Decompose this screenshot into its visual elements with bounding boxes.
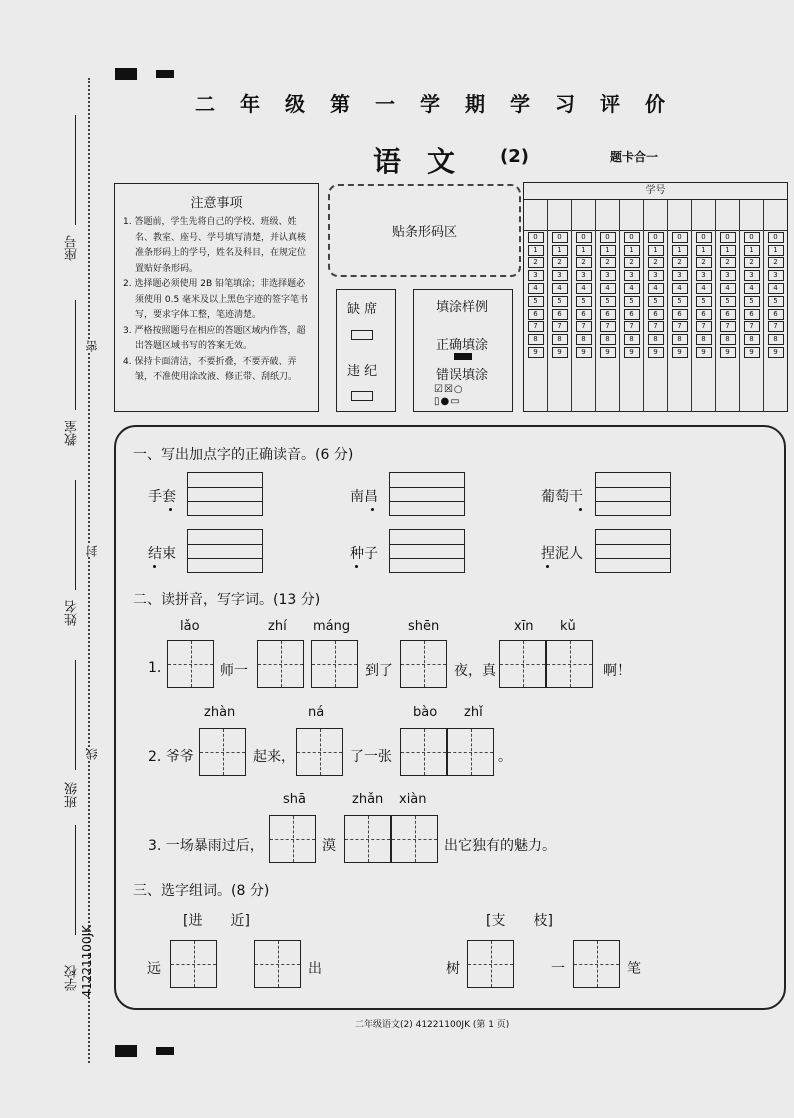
digit-bubble[interactable]: 5 xyxy=(672,296,688,307)
digit-bubble[interactable]: 6 xyxy=(672,309,688,320)
digit-bubble[interactable]: 0 xyxy=(672,232,688,243)
q1-word: 结束 xyxy=(148,543,176,563)
pinyin: zhǎn xyxy=(352,792,384,807)
binding-line xyxy=(88,78,90,1063)
class-line xyxy=(75,660,76,770)
digit-bubble[interactable]: 2 xyxy=(768,257,784,268)
digit-bubble[interactable]: 7 xyxy=(744,321,760,332)
pinyin: xīn xyxy=(514,619,534,634)
student-id-column xyxy=(740,200,764,412)
sentence-text: 夜，真 xyxy=(454,663,496,679)
digit-bubble[interactable]: 3 xyxy=(624,270,640,281)
digit-bubble[interactable]: 3 xyxy=(672,270,688,281)
barcode-area xyxy=(328,184,521,277)
question-2-title: 二、读拼音，写字词。(13 分) xyxy=(133,592,321,608)
seal-char: 封 xyxy=(85,545,99,557)
digit-bubble[interactable]: 7 xyxy=(672,321,688,332)
student-id-write-cell[interactable] xyxy=(596,200,619,231)
sentence-text: 出它独有的魅力。 xyxy=(444,838,556,854)
notice-item: 1. 答题前，学生先将自己的学校、班级、姓名、教室、座号、学号填写清楚，并认真核准条形码上的学号，姓名及科目，在规定位置贴好条形码。 xyxy=(123,217,307,274)
pinyin-writing-lines[interactable] xyxy=(187,472,263,516)
digit-bubble[interactable]: 2 xyxy=(648,257,664,268)
digit-bubble[interactable]: 7 xyxy=(648,321,664,332)
fill-example-box xyxy=(413,289,513,412)
sentence-number: 1. xyxy=(148,660,162,676)
writing-grid[interactable] xyxy=(296,728,343,776)
digit-bubble[interactable]: 3 xyxy=(552,270,568,281)
q1-word: 葡萄干 xyxy=(541,486,583,506)
exam-code: 41221100JK xyxy=(80,925,94,998)
digit-bubble[interactable]: 3 xyxy=(576,270,592,281)
digit-bubble[interactable]: 9 xyxy=(552,347,568,358)
digit-bubble[interactable]: 6 xyxy=(744,309,760,320)
digit-bubble[interactable]: 8 xyxy=(624,334,640,345)
digit-bubble[interactable]: 8 xyxy=(696,334,712,345)
pinyin-writing-lines[interactable] xyxy=(595,472,671,516)
digit-bubble[interactable]: 8 xyxy=(768,334,784,345)
fill-example-title: 填涂样例 xyxy=(436,300,489,315)
digit-bubble[interactable]: 2 xyxy=(624,257,640,268)
wrong-fill-samples: ▯●▭ xyxy=(434,396,461,407)
digit-bubble[interactable]: 1 xyxy=(720,245,736,256)
digit-bubble[interactable]: 0 xyxy=(720,232,736,243)
digit-bubble[interactable]: 5 xyxy=(600,296,616,307)
digit-bubble[interactable]: 2 xyxy=(696,257,712,268)
digit-bubble[interactable]: 9 xyxy=(576,347,592,358)
student-id-column xyxy=(524,200,548,412)
digit-bubble[interactable]: 9 xyxy=(624,347,640,358)
digit-bubble[interactable]: 8 xyxy=(672,334,688,345)
alignment-mark xyxy=(156,1047,174,1055)
q1-word: 捏泥人 xyxy=(541,543,583,563)
pinyin: shā xyxy=(283,792,306,807)
digit-bubble[interactable]: 2 xyxy=(720,257,736,268)
edition-number: (2) xyxy=(500,146,529,167)
digit-bubble[interactable]: 5 xyxy=(648,296,664,307)
digit-bubble[interactable]: 6 xyxy=(720,309,736,320)
digit-bubble[interactable]: 5 xyxy=(624,296,640,307)
notice-item: 2. 选择题必须使用 2B 铅笔填涂；非选择题必须使用 0.5 毫米及以上黑色字迹的签字笔书写，要求字体工整，笔迹清楚。 xyxy=(123,279,309,320)
student-id-write-cell[interactable] xyxy=(692,200,715,231)
digit-bubble[interactable]: 6 xyxy=(624,309,640,320)
sentence-text: 2. 爷爷 xyxy=(148,749,194,765)
wrong-fill-label: 错误填涂 xyxy=(436,368,489,383)
digit-bubble[interactable]: 1 xyxy=(696,245,712,256)
digit-bubble[interactable]: 6 xyxy=(600,309,616,320)
pinyin: zhí xyxy=(268,619,287,634)
writing-grid[interactable] xyxy=(254,940,301,988)
seal-char: 线 xyxy=(85,748,99,760)
sentence-text: 啊！ xyxy=(603,663,631,679)
notice-title: 注意事项 xyxy=(190,196,243,211)
seat-label: 座号 xyxy=(65,235,80,261)
pinyin: máng xyxy=(313,619,351,634)
digit-bubble[interactable]: 3 xyxy=(600,270,616,281)
digit-bubble[interactable]: 4 xyxy=(624,283,640,294)
seal-char: 密 xyxy=(85,340,99,352)
digit-bubble[interactable]: 4 xyxy=(744,283,760,294)
sentence-text: 漠 xyxy=(322,838,336,854)
digit-bubble[interactable]: 9 xyxy=(600,347,616,358)
writing-grid[interactable] xyxy=(467,940,514,988)
alignment-mark xyxy=(156,70,174,78)
pinyin-writing-lines[interactable] xyxy=(389,472,465,516)
pinyin: shēn xyxy=(408,619,440,634)
digit-bubble[interactable]: 8 xyxy=(720,334,736,345)
digit-bubble[interactable]: 7 xyxy=(768,321,784,332)
digit-bubble[interactable]: 8 xyxy=(648,334,664,345)
digit-bubble[interactable]: 0 xyxy=(768,232,784,243)
digit-bubble[interactable]: 1 xyxy=(744,245,760,256)
notice-item: 3. 严格按照题号在相应的答题区域内作答，超出答题区域书写的答案无效。 xyxy=(123,325,306,351)
pinyin: zhàn xyxy=(204,705,236,720)
student-id-column xyxy=(716,200,740,412)
digit-bubble[interactable]: 8 xyxy=(552,334,568,345)
pinyin-writing-lines[interactable] xyxy=(595,529,671,573)
digit-bubble[interactable]: 7 xyxy=(696,321,712,332)
notice-item: 4. 保持卡面清洁，不要折叠，不要弄破、弄皱，不准使用涂改液、修正带、刮纸刀。 xyxy=(123,356,298,382)
name-line xyxy=(75,480,76,590)
writing-grid[interactable] xyxy=(257,640,304,688)
digit-bubble[interactable]: 0 xyxy=(552,232,568,243)
digit-bubble[interactable]: 3 xyxy=(720,270,736,281)
digit-bubble[interactable]: 1 xyxy=(552,245,568,256)
digit-bubble[interactable]: 4 xyxy=(720,283,736,294)
writing-grid[interactable] xyxy=(344,815,391,863)
student-id-write-cell[interactable] xyxy=(716,200,739,231)
pinyin: zhǐ xyxy=(464,705,483,720)
student-id-write-cell[interactable] xyxy=(668,200,691,231)
word-text: 远 xyxy=(147,961,161,977)
digit-bubble[interactable]: 0 xyxy=(696,232,712,243)
digit-bubble[interactable]: 7 xyxy=(624,321,640,332)
writing-grid[interactable] xyxy=(499,640,546,688)
digit-bubble[interactable]: 5 xyxy=(768,296,784,307)
digit-bubble[interactable]: 8 xyxy=(528,334,544,345)
sentence-text: 起来， xyxy=(253,749,295,765)
digit-bubble[interactable]: 1 xyxy=(624,245,640,256)
writing-grid[interactable] xyxy=(573,940,620,988)
q1-word: 种子 xyxy=(350,543,378,563)
digit-bubble[interactable]: 2 xyxy=(528,257,544,268)
name-label: 姓名 xyxy=(65,600,80,626)
wrong-fill-samples: ☑☒○ xyxy=(434,384,464,395)
digit-bubble[interactable]: 5 xyxy=(720,296,736,307)
digit-bubble[interactable]: 6 xyxy=(576,309,592,320)
digit-bubble[interactable]: 7 xyxy=(528,321,544,332)
digit-bubble[interactable]: 9 xyxy=(720,347,736,358)
student-id-write-cell[interactable] xyxy=(740,200,763,231)
digit-bubble[interactable]: 0 xyxy=(576,232,592,243)
digit-bubble[interactable]: 5 xyxy=(696,296,712,307)
pinyin: kǔ xyxy=(560,619,576,634)
digit-bubble[interactable]: 4 xyxy=(600,283,616,294)
digit-bubble[interactable]: 4 xyxy=(576,283,592,294)
sentence-text: 3. 一场暴雨过后， xyxy=(148,838,264,854)
digit-bubble[interactable]: 5 xyxy=(528,296,544,307)
digit-bubble[interactable]: 8 xyxy=(744,334,760,345)
digit-bubble[interactable]: 7 xyxy=(576,321,592,332)
school-line xyxy=(75,825,76,935)
student-id-column xyxy=(548,200,572,412)
digit-bubble[interactable]: 7 xyxy=(600,321,616,332)
writing-grid[interactable] xyxy=(400,728,447,776)
digit-bubble[interactable]: 4 xyxy=(648,283,664,294)
q1-word: 手套 xyxy=(148,486,176,506)
digit-bubble[interactable]: 2 xyxy=(552,257,568,268)
digit-bubble[interactable]: 6 xyxy=(528,309,544,320)
absent-bubble[interactable] xyxy=(351,330,373,340)
pinyin: bào xyxy=(413,705,438,720)
digit-bubble[interactable]: 2 xyxy=(576,257,592,268)
digit-bubble[interactable]: 6 xyxy=(648,309,664,320)
digit-bubble[interactable]: 6 xyxy=(768,309,784,320)
card-type: 题卡合一 xyxy=(610,150,659,164)
barcode-label: 贴条形码区 xyxy=(391,225,457,240)
student-id-write-cell[interactable] xyxy=(764,200,787,231)
student-id-column xyxy=(620,200,644,412)
student-id-write-cell[interactable] xyxy=(524,200,547,231)
alignment-mark xyxy=(115,68,137,80)
digit-bubble[interactable]: 6 xyxy=(696,309,712,320)
writing-grid[interactable] xyxy=(447,728,494,776)
absent-label: 缺 席 xyxy=(347,302,378,317)
digit-bubble[interactable]: 1 xyxy=(648,245,664,256)
seat-line xyxy=(75,115,76,225)
writing-grid[interactable] xyxy=(170,940,217,988)
word-text: 出 xyxy=(308,961,322,977)
violation-label: 违 纪 xyxy=(347,364,378,379)
digit-bubble[interactable]: 2 xyxy=(600,257,616,268)
pinyin-writing-lines[interactable] xyxy=(187,529,263,573)
digit-bubble[interactable]: 3 xyxy=(528,270,544,281)
student-id-write-cell[interactable] xyxy=(548,200,571,231)
digit-bubble[interactable]: 4 xyxy=(552,283,568,294)
writing-grid[interactable] xyxy=(269,815,316,863)
digit-bubble[interactable]: 6 xyxy=(552,309,568,320)
digit-bubble[interactable]: 0 xyxy=(624,232,640,243)
absence-box xyxy=(336,289,396,412)
digit-bubble[interactable]: 3 xyxy=(744,270,760,281)
correct-fill-sample xyxy=(454,353,472,360)
violation-bubble[interactable] xyxy=(351,391,373,401)
notice-box xyxy=(114,183,319,412)
digit-bubble[interactable]: 2 xyxy=(744,257,760,268)
choice-bracket: [支 枝] xyxy=(486,913,553,929)
digit-bubble[interactable]: 7 xyxy=(720,321,736,332)
digit-bubble[interactable]: 1 xyxy=(576,245,592,256)
digit-bubble[interactable]: 1 xyxy=(672,245,688,256)
pinyin: xiàn xyxy=(399,792,427,807)
student-id-write-cell[interactable] xyxy=(644,200,667,231)
student-id-write-cell[interactable] xyxy=(572,200,595,231)
digit-bubble[interactable]: 3 xyxy=(768,270,784,281)
writing-grid[interactable] xyxy=(311,640,358,688)
question-1-title: 一、写出加点字的正确读音。(6 分) xyxy=(133,447,354,463)
digit-bubble[interactable]: 1 xyxy=(600,245,616,256)
digit-bubble[interactable]: 5 xyxy=(576,296,592,307)
sentence-text: 到了 xyxy=(365,663,393,679)
digit-bubble[interactable]: 9 xyxy=(672,347,688,358)
page-footer: 二年级语文(2) 41221100JK (第 1 页) xyxy=(355,1020,510,1030)
digit-bubble[interactable]: 5 xyxy=(552,296,568,307)
alignment-mark xyxy=(115,1045,137,1057)
sentence-text: 了一张 xyxy=(350,749,392,765)
school-label: 学校 xyxy=(65,965,80,991)
digit-bubble[interactable]: 1 xyxy=(768,245,784,256)
student-id-write-cell[interactable] xyxy=(620,200,643,231)
classroom-line xyxy=(75,300,76,410)
digit-bubble[interactable]: 0 xyxy=(600,232,616,243)
student-id-column xyxy=(764,200,787,412)
student-id-column xyxy=(668,200,692,412)
digit-bubble[interactable]: 0 xyxy=(744,232,760,243)
digit-bubble[interactable]: 9 xyxy=(768,347,784,358)
writing-grid[interactable] xyxy=(546,640,593,688)
grade-title: 二年级第一学期学习评价 xyxy=(195,92,690,116)
digit-bubble[interactable]: 4 xyxy=(768,283,784,294)
pinyin: lǎo xyxy=(180,619,200,634)
student-id-column xyxy=(644,200,668,412)
writing-grid[interactable] xyxy=(400,640,447,688)
digit-bubble[interactable]: 5 xyxy=(744,296,760,307)
classroom-label: 教室 xyxy=(65,420,80,446)
word-text: 一 xyxy=(551,961,565,977)
student-id-column xyxy=(692,200,716,412)
writing-grid[interactable] xyxy=(391,815,438,863)
q1-word: 南昌 xyxy=(350,486,378,506)
writing-grid[interactable] xyxy=(167,640,214,688)
correct-fill-label: 正确填涂 xyxy=(436,338,489,353)
pinyin-writing-lines[interactable] xyxy=(389,529,465,573)
word-text: 笔 xyxy=(627,961,641,977)
word-text: 树 xyxy=(446,961,460,977)
digit-bubble[interactable]: 8 xyxy=(576,334,592,345)
digit-bubble[interactable]: 1 xyxy=(528,245,544,256)
digit-bubble[interactable]: 9 xyxy=(648,347,664,358)
digit-bubble[interactable]: 0 xyxy=(648,232,664,243)
student-id-grid xyxy=(523,182,788,412)
digit-bubble[interactable]: 7 xyxy=(552,321,568,332)
class-label: 班级 xyxy=(65,782,80,808)
subject-title: 语文 xyxy=(373,145,482,178)
digit-bubble[interactable]: 0 xyxy=(528,232,544,243)
digit-bubble[interactable]: 9 xyxy=(528,347,544,358)
question-3-title: 三、选字组词。(8 分) xyxy=(133,883,270,899)
student-id-column xyxy=(572,200,596,412)
pinyin: ná xyxy=(308,705,325,720)
digit-bubble[interactable]: 3 xyxy=(648,270,664,281)
sentence-text: 师一 xyxy=(220,663,248,679)
student-id-label: 学号 xyxy=(524,183,787,200)
digit-bubble[interactable]: 2 xyxy=(672,257,688,268)
writing-grid[interactable] xyxy=(199,728,246,776)
digit-bubble[interactable]: 9 xyxy=(744,347,760,358)
digit-bubble[interactable]: 4 xyxy=(672,283,688,294)
digit-bubble[interactable]: 3 xyxy=(696,270,712,281)
choice-bracket: [进 近] xyxy=(183,913,250,929)
digit-bubble[interactable]: 4 xyxy=(696,283,712,294)
digit-bubble[interactable]: 4 xyxy=(528,283,544,294)
digit-bubble[interactable]: 9 xyxy=(696,347,712,358)
student-id-column xyxy=(596,200,620,412)
sentence-text: 。 xyxy=(498,749,512,765)
digit-bubble[interactable]: 8 xyxy=(600,334,616,345)
